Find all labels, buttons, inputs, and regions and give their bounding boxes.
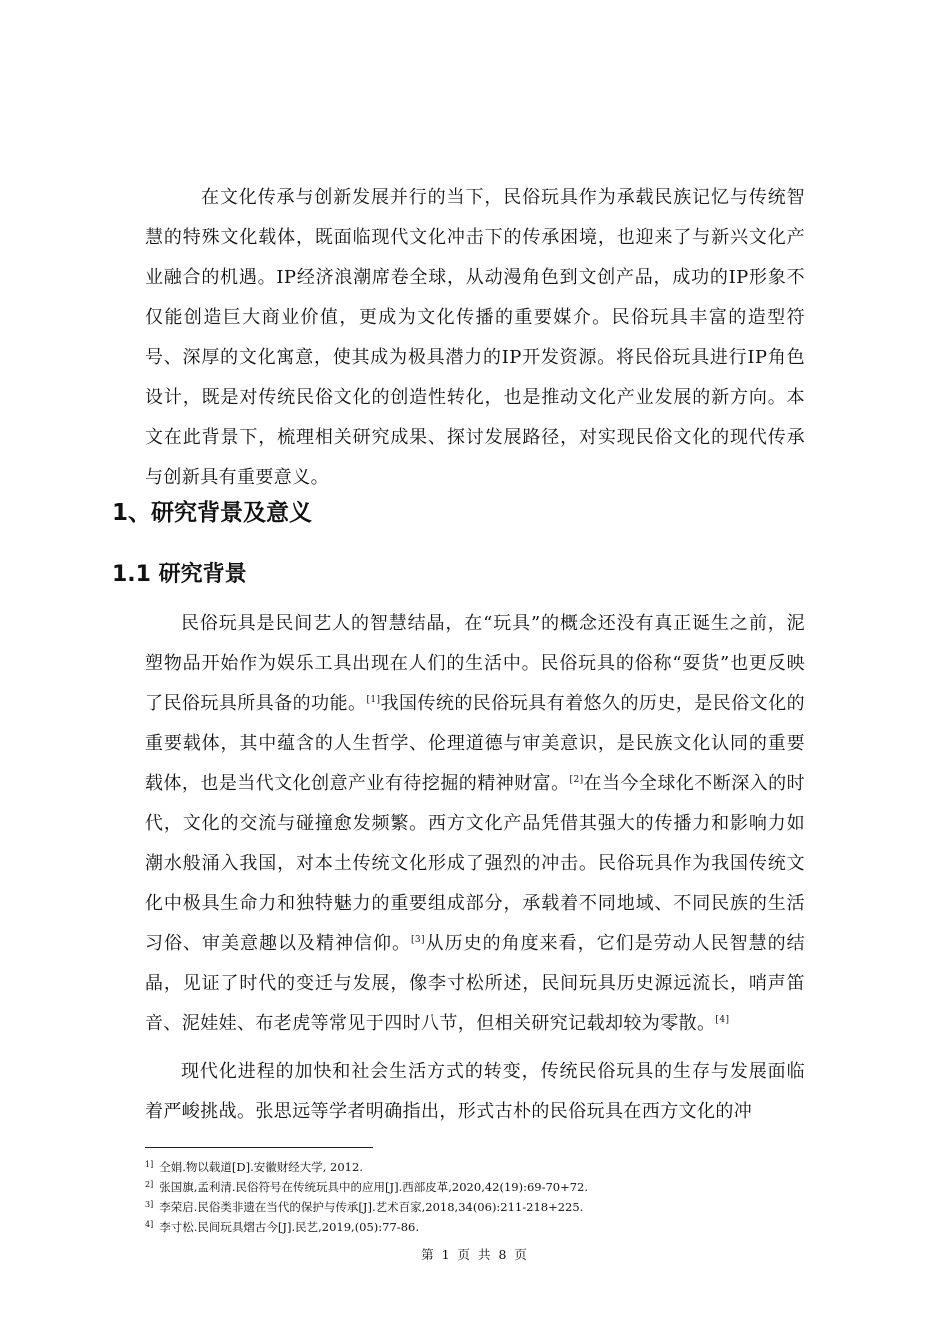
- citation-mark: [4]: [715, 1015, 730, 1025]
- citation-mark: [1]: [366, 695, 381, 705]
- footnote-separator: [145, 1147, 373, 1148]
- footnote-item: [145, 1196, 845, 1216]
- sentence: 在当今全球化不断深入的时代，文化的交流与碰撞愈发频繁。西方文化产品凭借其强大的传播力和影响力如潮水般涌入我国，对本土传统文化形成了强烈的冲击。民俗玩具作为我国传统文化中极具生命力和独特魅力的重要组成部分，承载着不同地域、不同民族的生活习俗、审美意趣以及精神信仰。: [145, 773, 805, 954]
- challenge-paragraph: 现代化进程的加快和社会生活方式的转变，传统民俗玩具的生存与发展面临着严峻挑战。张思远等学者明确指出，形式古朴的民俗玩具在西方文化的冲: [145, 1061, 805, 1122]
- section-heading: 1、研究背景及意义: [112, 500, 313, 526]
- footnote-mark: 4]: [145, 1220, 154, 1229]
- footnote-text: 张国旗,孟利清.民俗符号在传统玩具中的应用[J].西部皮革,2020,42(19):69-70+72.: [159, 1180, 589, 1194]
- intro-paragraph: 在文化传承与创新发展并行的当下，民俗玩具作为承载民族记忆与传统智慧的特殊文化载体，既面临现代文化冲击下的传承困境，也迎来了与新兴文化产业融合的机遇。IP经济浪潮席卷全球，从动漫角色到文创产品，成功的IP形象不仅能创造巨大商业价值，更成为文化传播的重要媒介。民俗玩具丰富的造型符号、深厚的文化寓意，使其成为极具潜力的IP开发资源。将民俗玩具进行IP角色设计，既是对传统民俗文化的创造性转化，也是推动文化产业发展的新方向。本文在此背景下，梳理相关研究成果、探讨发展路径，对实现民俗文化的现代传承与创新具有重要意义。: [145, 187, 805, 488]
- citation-mark: [3]: [411, 935, 425, 945]
- footnote-item: [145, 1156, 845, 1176]
- subsection-heading: 1.1 研究背景: [112, 562, 247, 587]
- footnote-mark: 2]: [145, 1180, 154, 1189]
- citation-mark: [2]: [569, 775, 584, 785]
- footnote-text: 仝娟.物以载道[D].安徽财经大学, 2012.: [159, 1160, 363, 1174]
- footnote-text: 李寸松.民间玩具熠古今[J].民艺,2019,(05):77-86.: [159, 1220, 419, 1234]
- sentence: 从历史的角度来看，它们是劳动人民智慧的结晶，见证了时代的变迁与发展，像李寸松所述，民间玩具历史源远流长，哨声笛音、泥娃娃、布老虎等常见于四时八节，但相关研究记载却较为零散。: [145, 933, 805, 1034]
- footnote-mark: 3]: [145, 1200, 154, 1209]
- footnote-text: 李荣启.民俗类非遗在当代的保护与传承[J].艺术百家,2018,34(06):211-218+225.: [159, 1200, 584, 1214]
- footnote-mark: 1]: [145, 1160, 154, 1169]
- sentence: 民俗玩具是民间艺人的智慧结晶，在“玩具”的概念还没有真正诞生之前，泥塑物品开始作为娱乐工具出现在人们的生活中。民俗玩具的俗称“耍货”也更反映了民俗玩具所具备的功能。: [145, 613, 805, 714]
- footnote-item: [145, 1176, 845, 1196]
- footnote-item: [145, 1216, 845, 1236]
- sentence: 我国传统的民俗玩具有着悠久的历史，是民俗文化的重要载体，其中蕴含的人生哲学、伦理道德与审美意识，是民族文化认同的重要载体，也是当代文化创意产业有待挖掘的精神财富。: [145, 693, 805, 794]
- page-number: 第 1 页 共 8 页: [421, 1247, 529, 1262]
- footnotes: [145, 1156, 845, 1236]
- background-paragraph: [145, 604, 805, 1044]
